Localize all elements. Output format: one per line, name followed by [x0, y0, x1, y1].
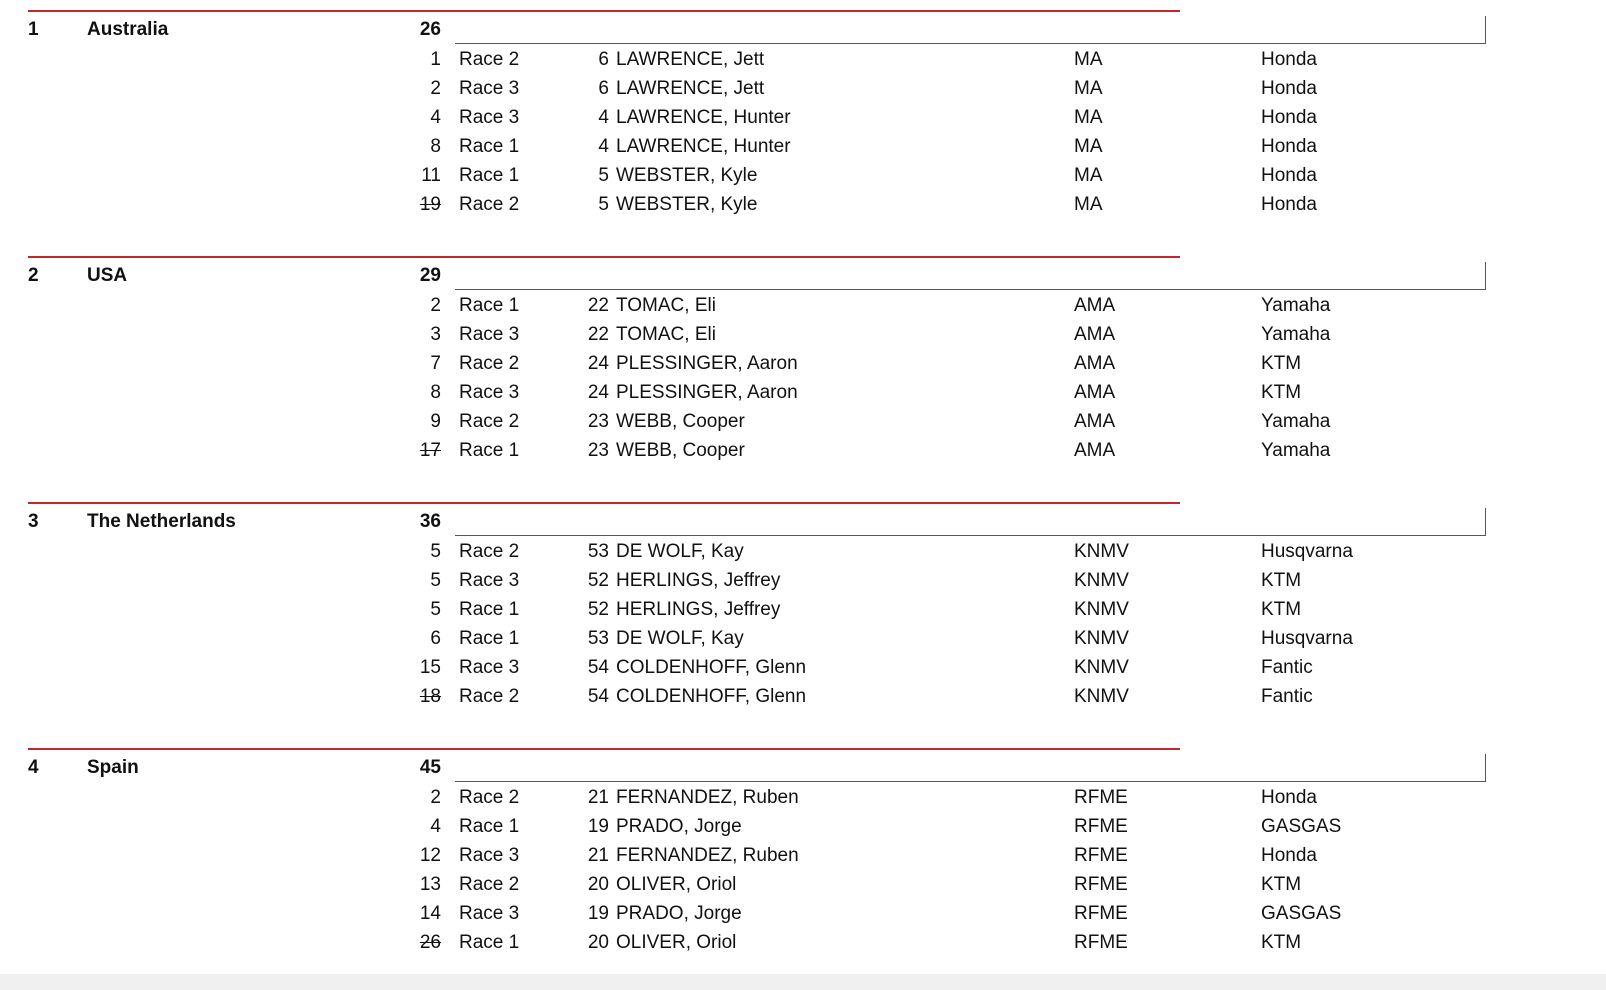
finish-position: 13	[419, 874, 441, 895]
team-block-netherlands	[0, 492, 1606, 732]
result-row	[0, 353, 1606, 382]
race-label: Race 2	[459, 411, 520, 432]
rider-name: LAWRENCE, Jett	[616, 49, 765, 70]
rider-number: 23	[587, 411, 609, 432]
team-name: Spain	[87, 757, 139, 778]
race-label: Race 2	[459, 787, 520, 808]
result-row	[0, 107, 1606, 136]
race-label: Race 2	[459, 353, 520, 374]
rider-number: 24	[587, 353, 609, 374]
race-label: Race 1	[459, 136, 520, 157]
federation: AMA	[1074, 353, 1116, 374]
finish-position: 2	[430, 295, 441, 316]
team-name: USA	[87, 265, 128, 286]
race-label: Race 2	[459, 874, 520, 895]
rider-name: FERNANDEZ, Ruben	[616, 845, 799, 866]
race-label: Race 1	[459, 628, 520, 649]
team-rank: 2	[28, 265, 39, 286]
team-separator-line	[28, 256, 1180, 258]
team-bracket-line	[455, 16, 1486, 44]
result-row	[0, 382, 1606, 411]
rider-name: DE WOLF, Kay	[616, 628, 744, 649]
federation: KNMV	[1074, 628, 1129, 649]
federation: AMA	[1074, 295, 1116, 316]
result-row-discarded	[0, 686, 1606, 715]
motorcycle-brand: Yamaha	[1261, 295, 1331, 316]
motorcycle-brand: Honda	[1261, 78, 1317, 99]
team-separator-line	[28, 748, 1180, 750]
race-label: Race 3	[459, 107, 520, 128]
finish-position-discarded: 17	[419, 440, 441, 461]
race-label: Race 3	[459, 657, 520, 678]
finish-position: 5	[430, 570, 441, 591]
rider-name: TOMAC, Eli	[616, 324, 716, 345]
rider-name: WEBB, Cooper	[616, 440, 745, 461]
finish-position: 5	[430, 541, 441, 562]
result-row	[0, 628, 1606, 657]
rider-name: PRADO, Jorge	[616, 816, 742, 837]
federation: KNMV	[1074, 541, 1129, 562]
rider-number: 23	[587, 440, 609, 461]
finish-position: 2	[430, 78, 441, 99]
race-label: Race 3	[459, 324, 520, 345]
race-label: Race 1	[459, 816, 520, 837]
race-label: Race 3	[459, 382, 520, 403]
federation: AMA	[1074, 382, 1116, 403]
team-name: Australia	[87, 19, 169, 40]
finish-position: 15	[419, 657, 441, 678]
rider-name: OLIVER, Oriol	[616, 932, 737, 953]
result-row	[0, 903, 1606, 932]
rider-number: 21	[587, 845, 609, 866]
finish-position: 1	[430, 49, 441, 70]
motorcycle-brand: GASGAS	[1261, 816, 1342, 837]
federation: KNMV	[1074, 599, 1129, 620]
bottom-edge-bar	[0, 974, 1606, 990]
team-rank: 1	[28, 19, 39, 40]
team-bracket-line	[455, 262, 1486, 290]
federation: RFME	[1074, 816, 1128, 837]
motorcycle-brand: Husqvarna	[1261, 628, 1353, 649]
result-row-discarded	[0, 194, 1606, 223]
rider-number: 4	[598, 136, 609, 157]
federation: RFME	[1074, 787, 1128, 808]
result-row	[0, 570, 1606, 599]
race-label: Race 2	[459, 49, 520, 70]
finish-position: 14	[419, 903, 441, 924]
race-label: Race 3	[459, 903, 520, 924]
federation: AMA	[1074, 324, 1116, 345]
result-row	[0, 295, 1606, 324]
rider-number: 21	[587, 787, 609, 808]
federation: AMA	[1074, 440, 1116, 461]
rider-number: 22	[587, 295, 609, 316]
finish-position-discarded: 19	[419, 194, 441, 215]
result-row	[0, 599, 1606, 628]
federation: MA	[1074, 78, 1103, 99]
finish-position: 7	[430, 353, 441, 374]
motorcycle-brand: Yamaha	[1261, 411, 1331, 432]
team-block-australia	[0, 0, 1606, 240]
rider-number: 5	[598, 194, 609, 215]
result-row	[0, 324, 1606, 353]
rider-name: LAWRENCE, Hunter	[616, 136, 791, 157]
team-name: The Netherlands	[87, 511, 236, 532]
motorcycle-brand: Honda	[1261, 107, 1317, 128]
team-rank: 3	[28, 511, 39, 532]
rider-number: 54	[587, 657, 609, 678]
federation: MA	[1074, 194, 1103, 215]
federation: KNMV	[1074, 657, 1129, 678]
finish-position: 5	[430, 599, 441, 620]
result-row	[0, 78, 1606, 107]
race-label: Race 1	[459, 932, 520, 953]
rider-name: LAWRENCE, Jett	[616, 78, 765, 99]
result-row-discarded	[0, 932, 1606, 961]
race-label: Race 3	[459, 845, 520, 866]
rider-number: 6	[598, 49, 609, 70]
finish-position: 6	[430, 628, 441, 649]
federation: KNMV	[1074, 686, 1129, 707]
rider-name: LAWRENCE, Hunter	[616, 107, 791, 128]
rider-number: 20	[587, 874, 609, 895]
motorcycle-brand: Yamaha	[1261, 440, 1331, 461]
team-separator-line	[28, 502, 1180, 504]
federation: KNMV	[1074, 570, 1129, 591]
rider-number: 20	[587, 932, 609, 953]
rider-name: HERLINGS, Jeffrey	[616, 570, 781, 591]
federation: AMA	[1074, 411, 1116, 432]
race-label: Race 1	[459, 295, 520, 316]
race-label: Race 2	[459, 194, 520, 215]
finish-position: 12	[419, 845, 441, 866]
motorcycle-brand: Fantic	[1261, 686, 1313, 707]
result-row	[0, 816, 1606, 845]
rider-name: WEBSTER, Kyle	[616, 194, 758, 215]
motorcycle-brand: Husqvarna	[1261, 541, 1353, 562]
rider-name: FERNANDEZ, Ruben	[616, 787, 799, 808]
motorcycle-brand: GASGAS	[1261, 903, 1342, 924]
team-rank: 4	[28, 757, 39, 778]
rider-number: 6	[598, 78, 609, 99]
finish-position: 2	[430, 787, 441, 808]
motorcycle-brand: KTM	[1261, 382, 1302, 403]
rider-name: WEBB, Cooper	[616, 411, 745, 432]
team-points: 36	[419, 511, 441, 532]
race-label: Race 1	[459, 165, 520, 186]
team-bracket-line	[455, 508, 1486, 536]
rider-number: 53	[587, 541, 609, 562]
motorcycle-brand: Honda	[1261, 165, 1317, 186]
rider-name: HERLINGS, Jeffrey	[616, 599, 781, 620]
result-row	[0, 845, 1606, 874]
rider-number: 4	[598, 107, 609, 128]
race-label: Race 3	[459, 78, 520, 99]
rider-name: PRADO, Jorge	[616, 903, 742, 924]
motorcycle-brand: KTM	[1261, 599, 1302, 620]
motorcycle-brand: KTM	[1261, 353, 1302, 374]
finish-position: 4	[430, 816, 441, 837]
team-points: 26	[419, 19, 441, 40]
rider-name: PLESSINGER, Aaron	[616, 353, 798, 374]
finish-position: 3	[430, 324, 441, 345]
rider-number: 52	[587, 599, 609, 620]
motorcycle-brand: Fantic	[1261, 657, 1313, 678]
motorcycle-brand: Honda	[1261, 136, 1317, 157]
result-row	[0, 411, 1606, 440]
motorcycle-brand: Honda	[1261, 787, 1317, 808]
motorcycle-brand: KTM	[1261, 932, 1302, 953]
team-points: 45	[419, 757, 441, 778]
federation: RFME	[1074, 845, 1128, 866]
finish-position: 8	[430, 136, 441, 157]
finish-position: 9	[430, 411, 441, 432]
team-bracket-line	[455, 754, 1486, 782]
result-row	[0, 165, 1606, 194]
rider-name: COLDENHOFF, Glenn	[616, 686, 807, 707]
race-label: Race 3	[459, 570, 520, 591]
result-row	[0, 657, 1606, 686]
federation: MA	[1074, 165, 1103, 186]
federation: MA	[1074, 107, 1103, 128]
rider-number: 19	[587, 903, 609, 924]
motorcycle-brand: KTM	[1261, 570, 1302, 591]
rider-number: 54	[587, 686, 609, 707]
result-row	[0, 49, 1606, 78]
race-label: Race 1	[459, 599, 520, 620]
rider-number: 5	[598, 165, 609, 186]
rider-name: DE WOLF, Kay	[616, 541, 744, 562]
result-row	[0, 787, 1606, 816]
team-block-spain	[0, 738, 1606, 978]
result-row-discarded	[0, 440, 1606, 469]
team-separator-line	[28, 10, 1180, 12]
federation: RFME	[1074, 874, 1128, 895]
federation: RFME	[1074, 903, 1128, 924]
federation: RFME	[1074, 932, 1128, 953]
rider-number: 22	[587, 324, 609, 345]
rider-name: TOMAC, Eli	[616, 295, 716, 316]
finish-position: 11	[421, 165, 441, 186]
team-block-usa	[0, 246, 1606, 486]
rider-number: 19	[587, 816, 609, 837]
finish-position-discarded: 18	[419, 686, 441, 707]
finish-position-discarded: 26	[419, 932, 441, 953]
rider-number: 53	[587, 628, 609, 649]
team-points: 29	[419, 265, 441, 286]
rider-name: PLESSINGER, Aaron	[616, 382, 798, 403]
rider-number: 52	[587, 570, 609, 591]
finish-position: 8	[430, 382, 441, 403]
race-label: Race 1	[459, 440, 520, 461]
result-row	[0, 541, 1606, 570]
motorcycle-brand: Honda	[1261, 194, 1317, 215]
motorcycle-brand: Honda	[1261, 49, 1317, 70]
race-label: Race 2	[459, 541, 520, 562]
rider-name: COLDENHOFF, Glenn	[616, 657, 807, 678]
federation: MA	[1074, 136, 1103, 157]
motorcycle-brand: Yamaha	[1261, 324, 1331, 345]
finish-position: 4	[430, 107, 441, 128]
motorcycle-brand: KTM	[1261, 874, 1302, 895]
rider-name: OLIVER, Oriol	[616, 874, 737, 895]
result-row	[0, 874, 1606, 903]
result-row	[0, 136, 1606, 165]
motorcycle-brand: Honda	[1261, 845, 1317, 866]
federation: MA	[1074, 49, 1103, 70]
rider-number: 24	[587, 382, 609, 403]
race-label: Race 2	[459, 686, 520, 707]
rider-name: WEBSTER, Kyle	[616, 165, 758, 186]
